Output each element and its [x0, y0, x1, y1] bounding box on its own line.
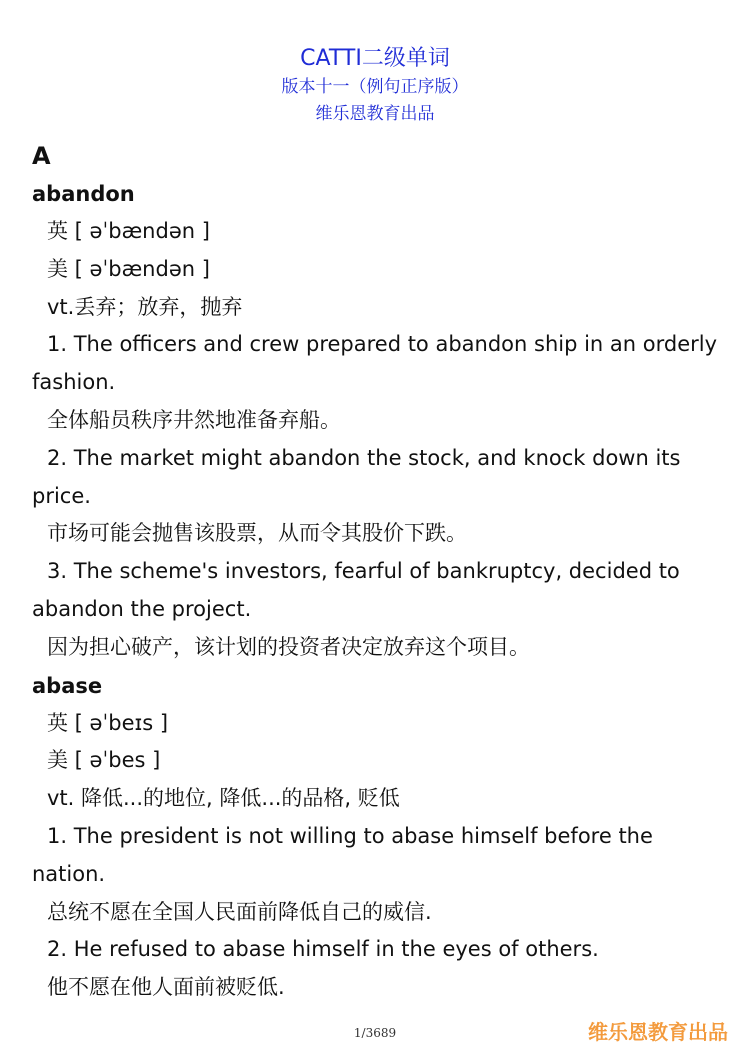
vocab-entry-abandon: [32, 175, 722, 667]
document-title: CATTI二级单词: [300, 46, 450, 71]
page-number: 1/3689: [353, 1026, 397, 1040]
document-publisher: 维乐恩教育出品: [315, 104, 435, 124]
example-english: 2. The market might abandon the stock, and knock down its price.: [32, 445, 681, 508]
example-english: 2. He refused to abase himself in the eyes of others.: [47, 937, 599, 962]
uk-pronunciation: 英 [ əˈbeɪs ]: [47, 710, 169, 735]
publisher-watermark: 维乐恩教育出品: [588, 1020, 728, 1044]
example-chinese: 全体船员秩序井然地准备弃船。: [47, 407, 341, 432]
example-chinese: 因为担心破产，该计划的投资者决定放弃这个项目。: [47, 634, 530, 659]
entry-headword: abandon: [32, 182, 135, 206]
entry-definition: vt.丢弃；放弃，抛弃: [47, 294, 243, 319]
entry-definition: vt. 降低...的地位, 降低...的品格, 贬低: [47, 786, 400, 811]
uk-pronunciation: 英 [ əˈbændən ]: [47, 219, 210, 243]
example-english: 1. The president is not willing to abase himself before the nation.: [32, 823, 653, 886]
document-header: [0, 44, 750, 128]
vocab-entry-abase: [32, 667, 722, 1007]
document-body: [32, 137, 722, 1007]
entry-headword: abase: [32, 673, 103, 698]
us-pronunciation: 美 [ əˈbændən ]: [47, 256, 210, 281]
example-chinese: 他不愿在他人面前被贬低.: [47, 975, 285, 1000]
section-letter: A: [32, 142, 51, 170]
us-pronunciation: 美 [ əˈbes ]: [47, 748, 161, 773]
example-english: 3. The scheme's investors, fearful of bankruptcy, decided to abandon the project.: [32, 559, 680, 621]
document-subtitle: 版本十一（例句正序版）: [281, 77, 469, 97]
example-chinese: 总统不愿在全国人民面前降低自己的威信.: [47, 899, 432, 924]
example-english: 1. The officers and crew prepared to abandon ship in an orderly fashion.: [32, 332, 718, 395]
example-chinese: 市场可能会抛售该股票，从而令其股价下跌。: [47, 521, 467, 546]
